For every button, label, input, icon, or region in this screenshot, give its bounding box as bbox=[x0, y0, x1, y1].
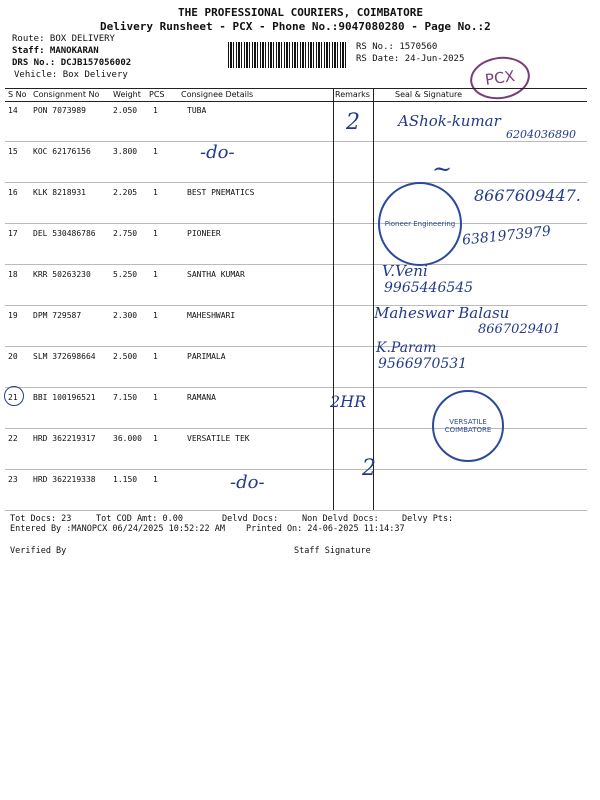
remarks-divider bbox=[333, 88, 334, 510]
staff-label: Staff: MANOKARAN bbox=[12, 46, 99, 56]
entered-by: Entered By :MANOPCX 06/24/2025 10:52:22 AM bbox=[10, 524, 225, 534]
seal-divider bbox=[373, 88, 374, 510]
table-row bbox=[5, 469, 587, 511]
cell-sno: 23 bbox=[8, 475, 18, 484]
runsheet-subtitle: Delivery Runsheet - PCX - Phone No.:9047080280 - Page No.:2 bbox=[100, 20, 491, 33]
cell-weight: 5.250 bbox=[113, 270, 138, 279]
rs-number: RS No.: 1570560 bbox=[356, 42, 438, 52]
col-seal: Seal & Signature bbox=[395, 90, 463, 99]
cell-pcs: 1 bbox=[153, 188, 158, 197]
verified-by: Verified By bbox=[10, 546, 67, 556]
cell-weight: 2.750 bbox=[113, 229, 138, 238]
cell-consignment: KLK 8218931 bbox=[33, 188, 86, 197]
cell-consignee: VERSATILE TEK bbox=[187, 434, 250, 443]
phone-number: 6381973979 bbox=[461, 223, 552, 249]
cell-sno: 20 bbox=[8, 352, 18, 361]
signature: AShok-kumar bbox=[398, 112, 501, 130]
cell-sno: 15 bbox=[8, 147, 18, 156]
delivered-docs: Delvd Docs: bbox=[222, 514, 279, 524]
col-pcs: PCS bbox=[149, 90, 165, 99]
phone-number: 8667609447. bbox=[474, 186, 581, 205]
cell-consignee: MAHESHWARI bbox=[187, 311, 236, 320]
vehicle-label: Vehicle: Box Delivery bbox=[14, 70, 128, 80]
cell-sno: 21 bbox=[8, 393, 18, 402]
phone-number: 9965446545 bbox=[384, 280, 474, 296]
pcx-stamp: PCX bbox=[467, 53, 532, 103]
cell-sno: 14 bbox=[8, 106, 18, 115]
cell-pcs: 1 bbox=[153, 147, 158, 156]
total-cod-amount: Tot COD Amt: 0.00 bbox=[96, 514, 183, 524]
phone-number: 6204036890 bbox=[506, 128, 576, 141]
versatile-seal-stamp: VERSATILE COIMBATORE bbox=[432, 390, 504, 462]
cell-consignment: DEL 530486786 bbox=[33, 229, 96, 238]
col-sno: S No bbox=[8, 90, 27, 99]
cell-pcs: 1 bbox=[153, 475, 158, 484]
cell-consignee: TUBA bbox=[187, 106, 207, 115]
non-delivered-docs: Non Delvd Docs: bbox=[302, 514, 379, 524]
cell-sno: 16 bbox=[8, 188, 18, 197]
receiver-name: V.Veni bbox=[382, 262, 428, 280]
delivery-points: Delvy Pts: bbox=[402, 514, 454, 524]
pioneer-seal-stamp: Pioneer Engineering bbox=[378, 182, 462, 266]
cell-weight: 2.050 bbox=[113, 106, 138, 115]
ditto-mark: -do- bbox=[230, 472, 265, 493]
cell-pcs: 1 bbox=[153, 393, 158, 402]
cell-consignment: KOC 62176156 bbox=[33, 147, 91, 156]
ditto-mark: -do- bbox=[200, 142, 235, 163]
cell-consignee: PARIMALA bbox=[187, 352, 226, 361]
cell-sno: 18 bbox=[8, 270, 18, 279]
remark-note: 2HR bbox=[330, 392, 367, 411]
cell-weight: 7.150 bbox=[113, 393, 138, 402]
cell-sno: 22 bbox=[8, 434, 18, 443]
col-consignment: Consignment No bbox=[33, 90, 100, 99]
phone-number: 9566970531 bbox=[378, 356, 468, 372]
col-weight: Weight bbox=[113, 90, 141, 99]
printed-on: Printed On: 24-06-2025 11:14:37 bbox=[246, 524, 405, 534]
remark-mark: 2 bbox=[362, 456, 376, 481]
phone-number: 8667029401 bbox=[478, 322, 561, 337]
cell-pcs: 1 bbox=[153, 270, 158, 279]
cell-consignee: SANTHA KUMAR bbox=[187, 270, 245, 279]
company-title: THE PROFESSIONAL COURIERS, COIMBATORE bbox=[178, 6, 424, 19]
cell-pcs: 1 bbox=[153, 229, 158, 238]
cell-weight: 3.800 bbox=[113, 147, 138, 156]
cell-pcs: 1 bbox=[153, 311, 158, 320]
table-row bbox=[5, 141, 587, 183]
cell-pcs: 1 bbox=[153, 434, 158, 443]
receiver-name: K.Param bbox=[376, 340, 437, 356]
cell-weight: 1.150 bbox=[113, 475, 138, 484]
col-remarks: Remarks bbox=[335, 90, 370, 99]
cell-sno: 17 bbox=[8, 229, 18, 238]
route-label: Route: BOX DELIVERY bbox=[12, 34, 115, 44]
drs-number: DRS No.: DCJB157056002 bbox=[12, 58, 132, 68]
cell-consignee: PIONEER bbox=[187, 229, 221, 238]
cell-weight: 2.205 bbox=[113, 188, 138, 197]
cell-consignment: SLM 372698664 bbox=[33, 352, 96, 361]
cell-pcs: 1 bbox=[153, 106, 158, 115]
cell-sno: 19 bbox=[8, 311, 18, 320]
cell-consignment: HRD 362219317 bbox=[33, 434, 96, 443]
cell-consignment: HRD 362219338 bbox=[33, 475, 96, 484]
staff-signature: Staff Signature bbox=[294, 546, 371, 556]
table-row bbox=[5, 346, 587, 388]
cell-consignment: BBI 100196521 bbox=[33, 393, 96, 402]
cell-consignee: RAMANA bbox=[187, 393, 216, 402]
cell-consignment: DPM 729587 bbox=[33, 311, 82, 320]
barcode-image bbox=[228, 42, 348, 68]
receiver-name: Maheswar Balasu bbox=[374, 304, 510, 322]
cell-consignment: KRR 50263230 bbox=[33, 270, 91, 279]
cell-weight: 2.300 bbox=[113, 311, 138, 320]
cell-consignee: BEST PNEMATICS bbox=[187, 188, 255, 197]
cell-pcs: 1 bbox=[153, 352, 158, 361]
table-row bbox=[5, 264, 587, 306]
cell-weight: 2.500 bbox=[113, 352, 138, 361]
total-docs: Tot Docs: 23 bbox=[10, 514, 72, 524]
rs-date: RS Date: 24-Jun-2025 bbox=[356, 54, 465, 64]
cell-weight: 36.000 bbox=[113, 434, 142, 443]
signature-scribble: ~ bbox=[432, 155, 453, 183]
cell-consignment: PON 7073989 bbox=[33, 106, 86, 115]
col-consignee: Consignee Details bbox=[181, 90, 254, 99]
row-21-circle-mark bbox=[4, 386, 24, 406]
remark-mark: 2 bbox=[346, 110, 360, 135]
